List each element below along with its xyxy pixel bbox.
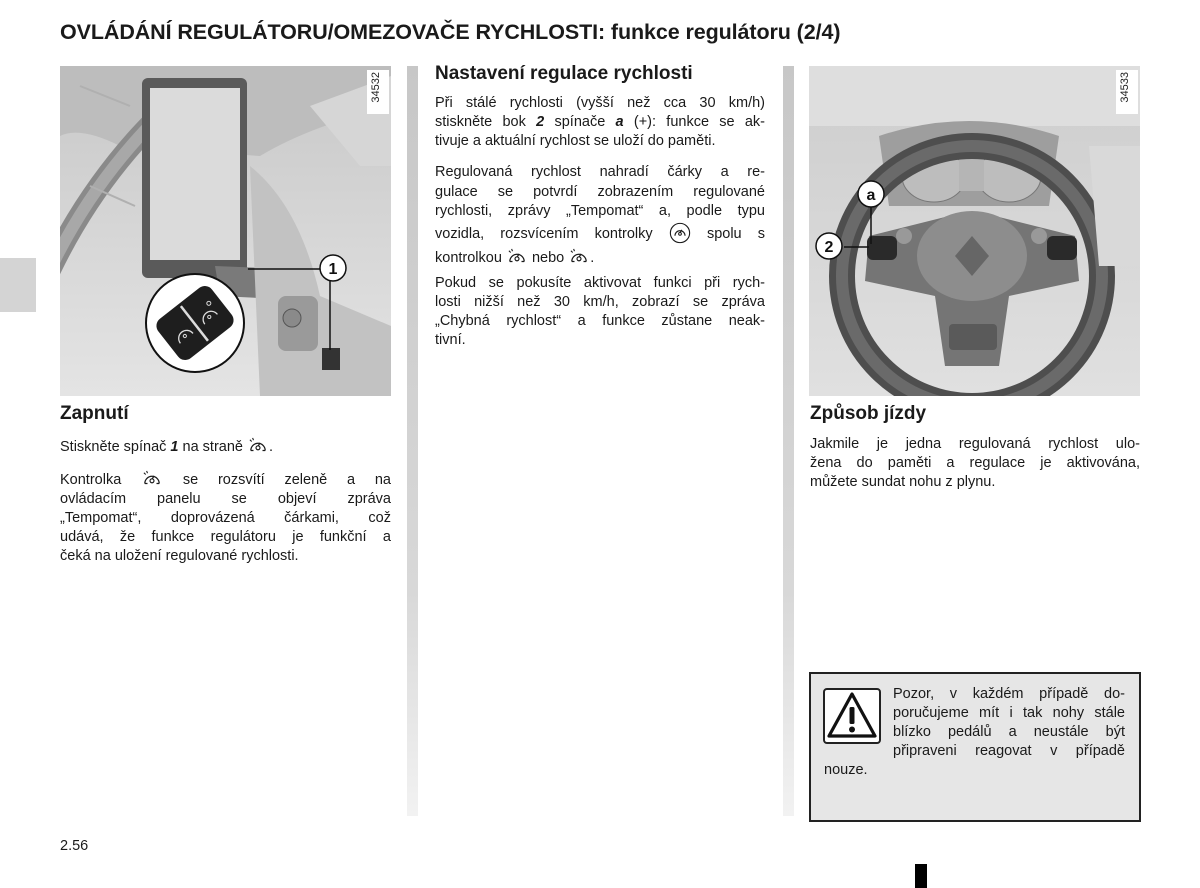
cruise-speedometer-small-icon xyxy=(568,248,590,266)
print-mark xyxy=(915,864,927,888)
chapter-tab xyxy=(0,258,36,312)
cruise-speedometer-icon xyxy=(247,437,269,455)
heading-zapnuti: Zapnutí xyxy=(60,403,129,424)
callout-1: 1 xyxy=(328,261,338,278)
callout-a: a xyxy=(866,187,876,204)
warning-box xyxy=(809,672,1141,822)
paragraph-zpusob: Jakmile je jedna regulovaná rychlost ulo- žena do paměti a regulace je aktivována, můžete sundat nohu z plynu. xyxy=(810,436,1140,490)
paragraph-nastaveni-2: Regulovaná rychlost nahradí čárky a re- gulace se potvrdí zobrazením regulované rychlosti, zprávy „Tempomat“ a, podle typu vozidla, rozsvícením kontrolky spolu s kontrolkou nebo . xyxy=(435,164,766,266)
warning-text: Pozor, v každém případě do- poručujeme mít i tak nohy stále blízko pedálů a neustále být připraveni reagovat v případě xyxy=(893,686,1125,759)
speedometer-circled-icon xyxy=(669,222,691,244)
callout-2: 2 xyxy=(824,239,834,256)
heading-nastaveni: Nastavení regulace rychlosti xyxy=(435,63,693,84)
figure-steering-wheel xyxy=(809,66,1140,396)
page-number: 2.56 xyxy=(60,838,89,854)
column-separator xyxy=(407,66,418,816)
paragraph-zapnuti-1: Stiskněte spínač 1 na straně . xyxy=(60,439,274,455)
cruise-speedometer-icon xyxy=(506,248,528,266)
figure-center-console xyxy=(60,66,391,396)
paragraph-zapnuti-2: Kontrolka se rozsvítí zeleně a na ovládacím panelu se objeví zpráva „Tempomat“, doprovázená čárkami, což udává, že funkce regulátoru je funkční a čeká na uložení regulované rychlosti. xyxy=(60,472,391,564)
page-title: OVLÁDÁNÍ REGULÁTORU/OMEZOVAČE RYCHLOSTI: funkce regulátoru (2/4) xyxy=(60,20,841,44)
warning-triangle-icon xyxy=(823,688,881,744)
column-separator xyxy=(783,66,794,816)
warning-text-end: nouze. xyxy=(824,762,868,778)
figure-code: 34532 xyxy=(370,72,382,103)
figure-code: 34533 xyxy=(1119,72,1131,103)
paragraph-nastaveni-3: Pokud se pokusíte aktivovat funkci při rych- losti nižší než 30 km/h, zobrazí se zpráva „Chybná rychlost“ a funkce zůstane neak- tivní. xyxy=(435,275,765,348)
cruise-speedometer-icon xyxy=(141,470,163,488)
paragraph-nastaveni-1: Při stálé rychlosti (vyšší než cca 30 km/h) stiskněte bok 2 spínače a (+): funkce se ak- tivuje a aktuální rychlost se uloží do paměti. xyxy=(435,95,765,149)
heading-zpusob: Způsob jízdy xyxy=(810,403,927,424)
